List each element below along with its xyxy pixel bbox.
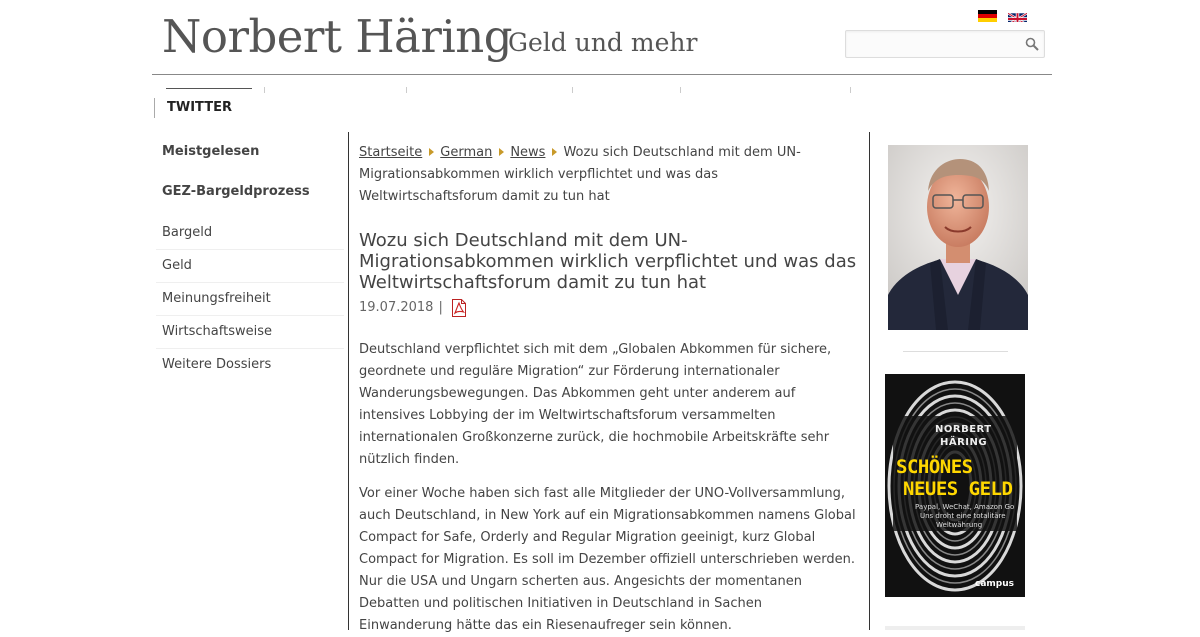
nav-active-indicator [166,88,252,89]
main-content [359,142,859,637]
german-flag-icon[interactable] [978,10,997,22]
sidebar-item-wirtschaftsweise[interactable]: Wirtschaftsweise [156,316,344,349]
breadcrumb [359,142,859,208]
site-title[interactable]: Norbert Häring [162,10,513,63]
nav-separator [572,87,573,93]
book-subtitle-text: Weltwährung [936,521,983,529]
sidebar-item-meistgelesen[interactable]: Meistgelesen [162,144,260,159]
breadcrumb-link-german[interactable]: German [440,145,493,160]
content-right-border [869,132,870,630]
book-subtitle-text: Paypal, WeChat, Amazon Go [915,503,1015,511]
book-subtitle-text: Uns droht eine totalitäre [920,512,1006,520]
search-input[interactable] [846,31,1028,55]
book-title-text: NEUES GELD [903,478,1013,500]
book-author-text: HÄRING [940,437,988,448]
nav-separator [850,87,851,93]
book-title-text: SCHÖNES [896,456,973,478]
breadcrumb-link-startseite[interactable]: Startseite [359,145,423,160]
breadcrumb-current: Wozu sich Deutschland mit dem UN-Migrationsabkommen wirklich verpflichtet und was das Weltwirtschaftsforum damit zu tun hat [359,145,801,204]
sidebar-item-weitere-dossiers[interactable]: Weitere Dossiers [162,357,272,372]
content-left-border [348,132,349,630]
sidebar-item-gez-bargeldprozess[interactable]: GEZ-Bargeldprozess [162,184,310,199]
meta-separator: | [438,300,443,315]
sidebar-item-bargeld[interactable]: Bargeld [156,217,344,250]
article-paragraph: Vor einer Woche haben sich fast alle Mitglieder der UNO-Vollversammlung, auch Deutschland, in New York auf ein Migrationsabkommen namens Global Compact for Safe, Orderly and Regular Migration geeinigt, kurz Global Compact for Migration. Es soll im Dezember offiziell unterschrieben werden. Nur die USA und Ungarn scherten aus. Angesichts der momentanen Debatten und politischen Initiativen in Deutschland in Sachen Einwanderung hätte das ein Riesenaufreger sein können. [359,486,856,633]
article-paragraph: Deutschland verpflichtet sich mit dem „Globalen Abkommen für sichere, geordnete und reguläre Migration“ zur Förderung internationaler Wanderungsbewegungen. Das Abkommen geht unter anderem auf intensives Lobbying der im Weltwirtschaftsforum versammelten internationalen Großkonzerne zurück, die hochmobile Arbeitskräfte sehr nützlich finden. [359,342,832,467]
search-icon[interactable] [1024,36,1040,52]
article-meta [359,299,859,317]
book-publisher-text: campus [975,579,1014,589]
nav-separator [406,87,407,93]
search-field[interactable] [845,30,1045,58]
pdf-icon[interactable] [451,299,467,317]
breadcrumb-arrow-icon [499,148,504,156]
article-title: Wozu sich Deutschland mit dem UN-Migrationsabkommen wirklich verpflichtet und was das Weltwirtschaftsforum damit zu tun hat [359,230,857,293]
uk-flag-icon[interactable] [1008,10,1027,22]
breadcrumb-arrow-icon [429,148,434,156]
article-date: 19.07.2018 [359,300,434,315]
breadcrumb-link-news[interactable]: News [510,145,546,160]
nav-separator [680,87,681,93]
breadcrumb-arrow-icon [552,148,557,156]
book-author-text: NORBERT [935,424,992,435]
sidebar-item-geld[interactable]: Geld [156,250,344,283]
sidebar-item-meinungsfreiheit[interactable]: Meinungsfreiheit [156,283,344,316]
sidebar [156,132,344,381]
nav-separator [264,87,265,93]
site-tagline: Geld und mehr [508,28,698,57]
next-widget-edge [885,626,1025,630]
sidebar-divider [903,351,1008,352]
author-photo[interactable] [888,145,1028,330]
header-divider [152,74,1052,75]
nav-item-twitter[interactable]: TWITTER [154,98,232,118]
